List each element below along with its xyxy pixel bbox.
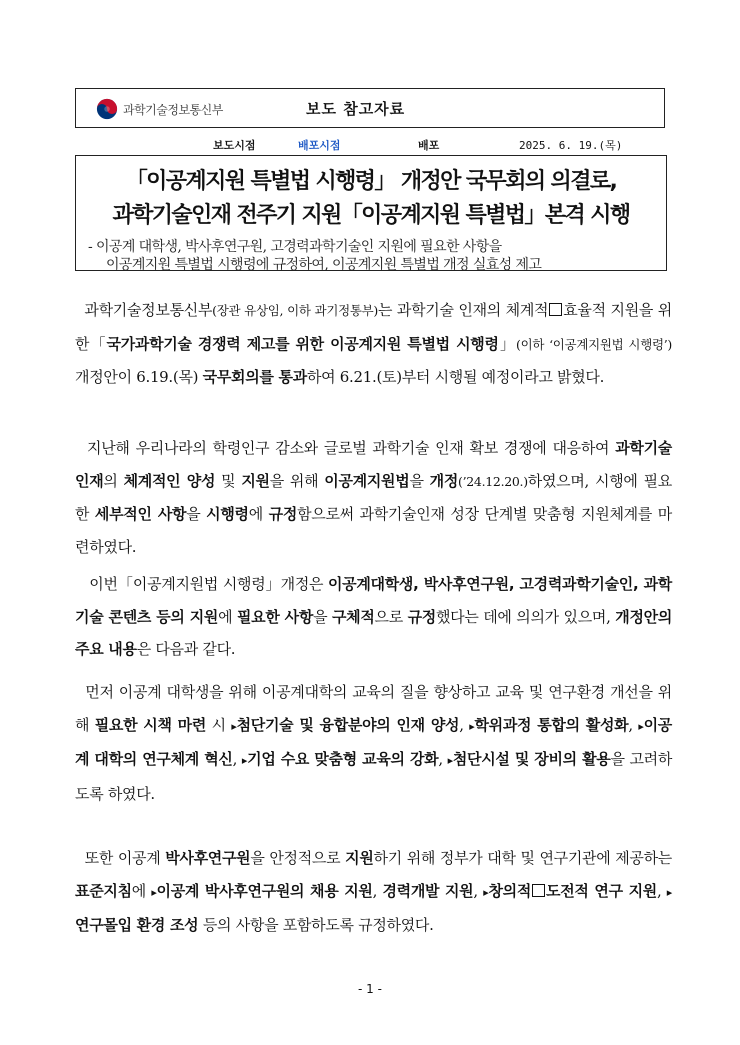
header-box (75, 88, 665, 128)
triangle-right-icon: ▸ (447, 754, 453, 767)
ministry-logo (96, 98, 223, 120)
triangle-right-icon: ▸ (151, 885, 157, 899)
distribution-label: 배포 (418, 139, 440, 152)
missing-glyph-box-icon (532, 884, 545, 897)
triangle-right-icon: ▸ (483, 885, 489, 899)
distribution-time-label: 배포시점 (298, 139, 341, 152)
headline-line-2: 과학기술인재 전주기 지원「이공계지원 특별법」본격 시행 (112, 203, 630, 228)
triangle-right-icon: ▸ (638, 719, 644, 733)
missing-glyph-box-icon (549, 303, 562, 316)
ministry-name: 과학기술정보통신부 (123, 102, 223, 117)
subheadline-line-1: - 이공계 대학생, 박사후연구원, 고경력과학기술인 지원에 필요한 사항을 (88, 239, 502, 255)
triangle-right-icon: ▸ (231, 719, 237, 733)
taegeuk-icon (96, 98, 118, 120)
paragraph-3: 이번「이공계지원법 시행령」개정은 이공계대학생, 박사후연구원, 고경력과학기술인, 과학기술 콘텐츠 등의 지원에 필요한 사항을 구체적으로 규정했다는 데에 의의가 있으며, 개정안의 주요 내용은 다음과 같다. (75, 575, 673, 658)
page-number: - 1 - (358, 982, 382, 996)
triangle-right-icon: ▸ (666, 885, 673, 899)
paragraph-1: 과학기술정보통신부(장관 유상임, 이하 과기정통부)는 과학기술 인재의 체계적 효율적 지원을 위한「국가과학기술 경쟁력 제고를 위한 이공계지원 특별법 시행령」(이하 ‘이공계지원법 시행령’) 개정안이 6.19.(목) 국무회의를 통과하여 6.21.(토)부터 시행될 예정이라고 밝혔다. (75, 301, 672, 386)
press-time-label: 보도시점 (213, 139, 256, 152)
title-box (75, 155, 667, 271)
paragraph-4: 먼저 이공계 대학생을 위해 이공계대학의 교육의 질을 향상하고 교육 및 연구환경 개선을 위해 필요한 시책 마련 시 ▸첨단기술 및 융합분야의 인재 양성, ▸학위과정 통합의 활성화, ▸이공계 대학의 연구체계 혁신, ▸기업 수요 맞춤형 교육의 강화, ▸첨단시설 및 장비의 활용을 고려하도록 하였다. (75, 683, 673, 803)
paragraph-2: 지난해 우리나라의 학령인구 감소와 글로벌 과학기술 인재 확보 경쟁에 대응하여 과학기술 인재의 체계적인 양성 및 지원을 위해 이공계지원법을 개정(’24.12.20.)하였으며, 시행에 필요한 세부적인 사항을 시행령에 규정함으로써 과학기술인재 성장 단계별 맞춤형 지원체계를 마련하였다. (75, 439, 672, 556)
document-type: 보도 참고자료 (306, 100, 406, 118)
distribution-date: 2025. 6. 19.(목) (519, 139, 623, 152)
headline-line-1: 「이공계지원 특별법 시행령」 개정안 국무회의 의결로, (125, 169, 617, 194)
triangle-right-icon: ▸ (469, 719, 475, 733)
paragraph-5: 또한 이공계 박사후연구원을 안정적으로 지원하기 위해 정부가 대학 및 연구기관에 제공하는 표준지침에 ▸이공계 박사후연구원의 채용 지원, 경력개발 지원, ▸창의적 도전적 연구 지원, ▸연구몰입 환경 조성 등의 사항을 포함하도록 규정하였다. (75, 849, 673, 934)
subheadline-line-2: 이공계지원 특별법 시행령에 규정하여, 이공계지원 특별법 개정 실효성 제고 (106, 257, 542, 273)
triangle-right-icon: ▸ (241, 754, 248, 767)
